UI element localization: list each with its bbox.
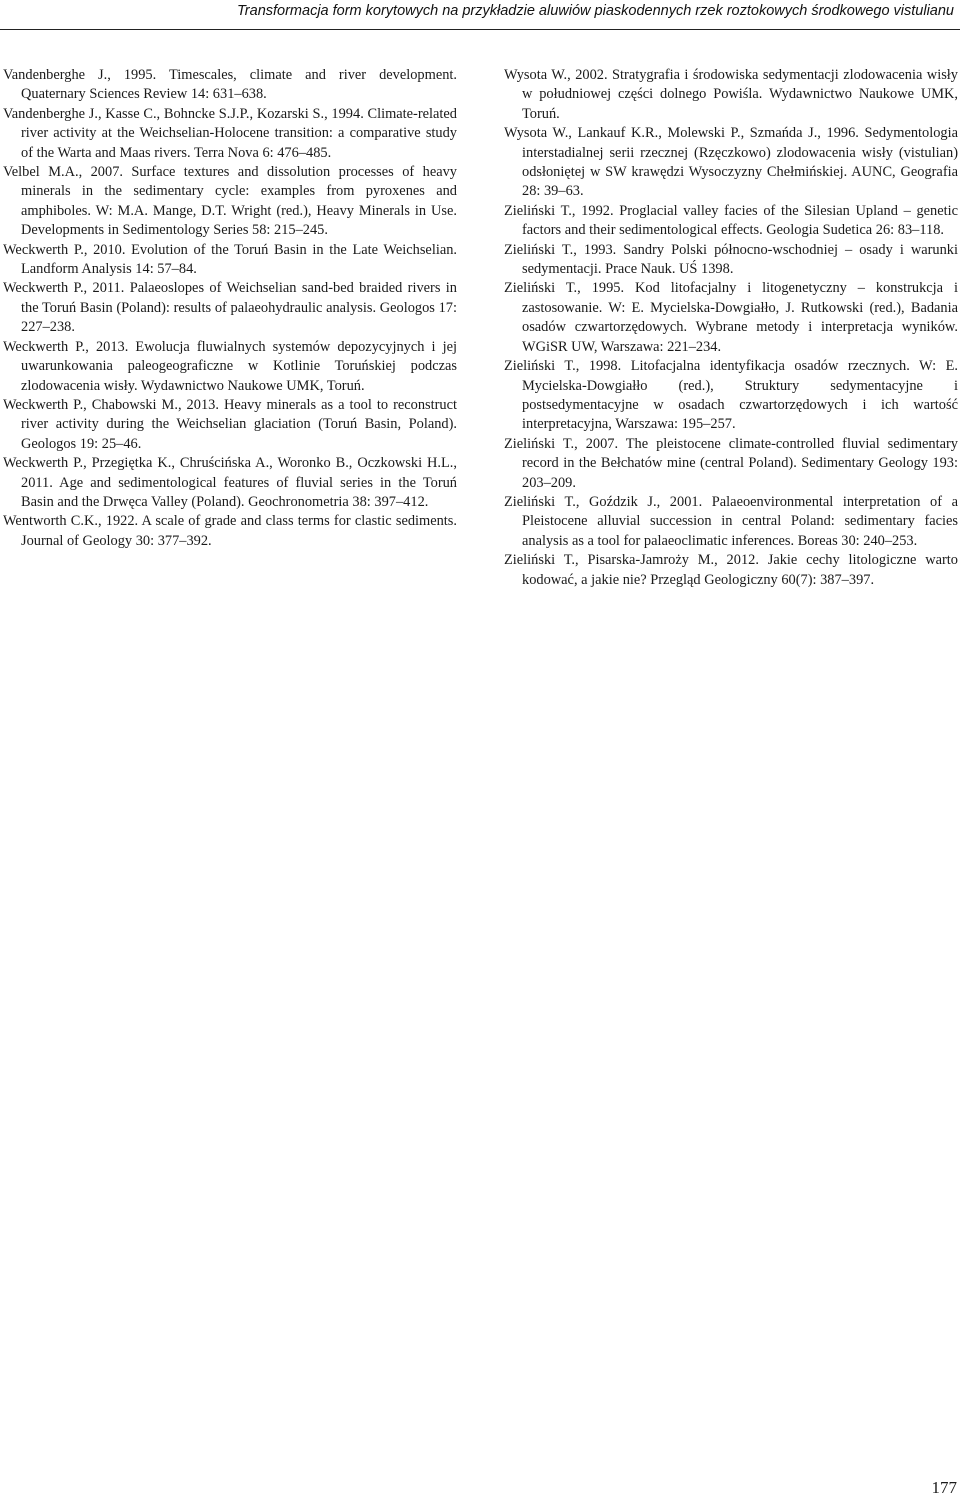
reference-entry: Wentworth C.K., 1922. A scale of grade and class terms for clastic sediments. Journal of Geology 30: 377–392. [3,513,457,549]
running-header-title: Transformacja form korytowych na przykładzie aluwiów piaskodennych rzek roztokowych środkowego vistulianu [237,3,954,19]
reference-entry: Zieliński T., 1998. Litofacjalna identyfikacja osadów rzecznych. W: E. Mycielska-Dowgiałło (red.), Struktury sedymentacyjne i postsedymentacyjne w osadach czwartorzędowych i ich wartość interpretacyjna, Warszawa: 195–257. [504,358,958,433]
references-column-left [3,66,457,551]
reference-entry: Wysota W., Lankauf K.R., Molewski P., Szmańda J., 1996. Sedymentologia interstadialnej serii rzecznej (Rzęczkowo) zlodowacenia wisły (vistulian) odsłoniętej w SW krawędzi Wysoczyzny Chełmińskiej. AUNC, Geografia 28: 39–63. [504,125,958,200]
reference-entry: Vandenberghe J., Kasse C., Bohncke S.J.P., Kozarski S., 1994. Climate-related river activity at the Weichselian-Holocene transition: a comparative study of the Warta and Maas rivers. Terra Nova 6: 476–485. [3,105,457,161]
reference-entry: Weckwerth P., 2013. Ewolucja fluwialnych systemów depozycyjnych i jej uwarunkowania paleogeograficzne w Kotlinie Toruńskiej podczas zlodowacenia wisły. Wydawnictwo Naukowe UMK, Toruń. [3,338,457,394]
reference-entry: Weckwerth P., 2011. Palaeoslopes of Weichselian sand-bed braided rivers in the Toruń Basin (Poland): results of palaeohydraulic analysis. Geologos 17: 227–238. [3,280,457,336]
reference-entry: Zieliński T., Goździk J., 2001. Palaeoenvironmental interpretation of a Pleistocene alluvial succession in central Poland: sedimentary facies analysis as a tool for palaeoclimatic inferences. Boreas 30: 240–253. [504,493,958,549]
references-column-right [504,66,958,590]
reference-entry: Weckwerth P., 2010. Evolution of the Toruń Basin in the Late Weichselian. Landform Analysis 14: 57–84. [3,241,457,278]
header-divider [0,29,960,30]
reference-entry: Zieliński T., 1995. Kod litofacjalny i litogenetyczny – konstrukcja i zastosowanie. W: E. Mycielska-Dowgiałło, J. Rutkowski (red.), Badania osadów czwartorzędowych. Wybrane metody i interpretacja wyników. WGiSR UW, Warszawa: 221–234. [504,280,958,355]
reference-entry: Weckwerth P., Przegiętka K., Chruścińska A., Woronko B., Oczkowski H.L., 2011. Age and sedimentological features of fluvial series in the Toruń Basin and the Drwęca Valley (Poland). Geochronometria 38: 397–412. [3,455,457,510]
reference-entry: Wysota W., 2002. Stratygrafia i środowiska sedymentacji zlodowacenia wisły w południowej części dolnego Powiśla. Wydawnictwo Naukowe UMK, Toruń. [504,67,958,122]
reference-entry: Zieliński T., 2007. The pleistocene climate-controlled fluvial sedimentary record in the Bełchatów mine (central Poland). Sedimentary Geology 193: 203–209. [504,435,958,491]
reference-entry: Weckwerth P., Chabowski M., 2013. Heavy minerals as a tool to reconstruct river activity during the Weichselian glaciation (Toruń Basin, Poland). Geologos 19: 25–46. [3,396,457,452]
reference-entry: Vandenberghe J., 1995. Timescales, climate and river development. Quaternary Sciences Review 14: 631–638. [3,67,457,103]
reference-entry: Zieliński T., 1993. Sandry Polski północno-wschodniej – osady i warunki sedymentacji. Prace Nauk. UŚ 1398. [504,241,958,278]
reference-entry: Zieliński T., Pisarska-Jamroży M., 2012. Jakie cechy litologiczne warto kodować, a jakie nie? Przegląd Geologiczny 60(7): 387–397. [504,552,958,588]
reference-entry: Velbel M.A., 2007. Surface textures and dissolution processes of heavy minerals in the sedimentary cycle: examples from pyroxenes and amphiboles. W: M.A. Mange, D.T. Wright (red.), Heavy Minerals in Use. Developments in Sedimentology Series 58: 215–245. [3,164,457,239]
page-number: 177 [931,1478,957,1497]
reference-entry: Zieliński T., 1992. Proglacial valley facies of the Silesian Upland – genetic factors and their sedimentological effects. Geologia Sudetica 26: 83–118. [504,202,958,239]
